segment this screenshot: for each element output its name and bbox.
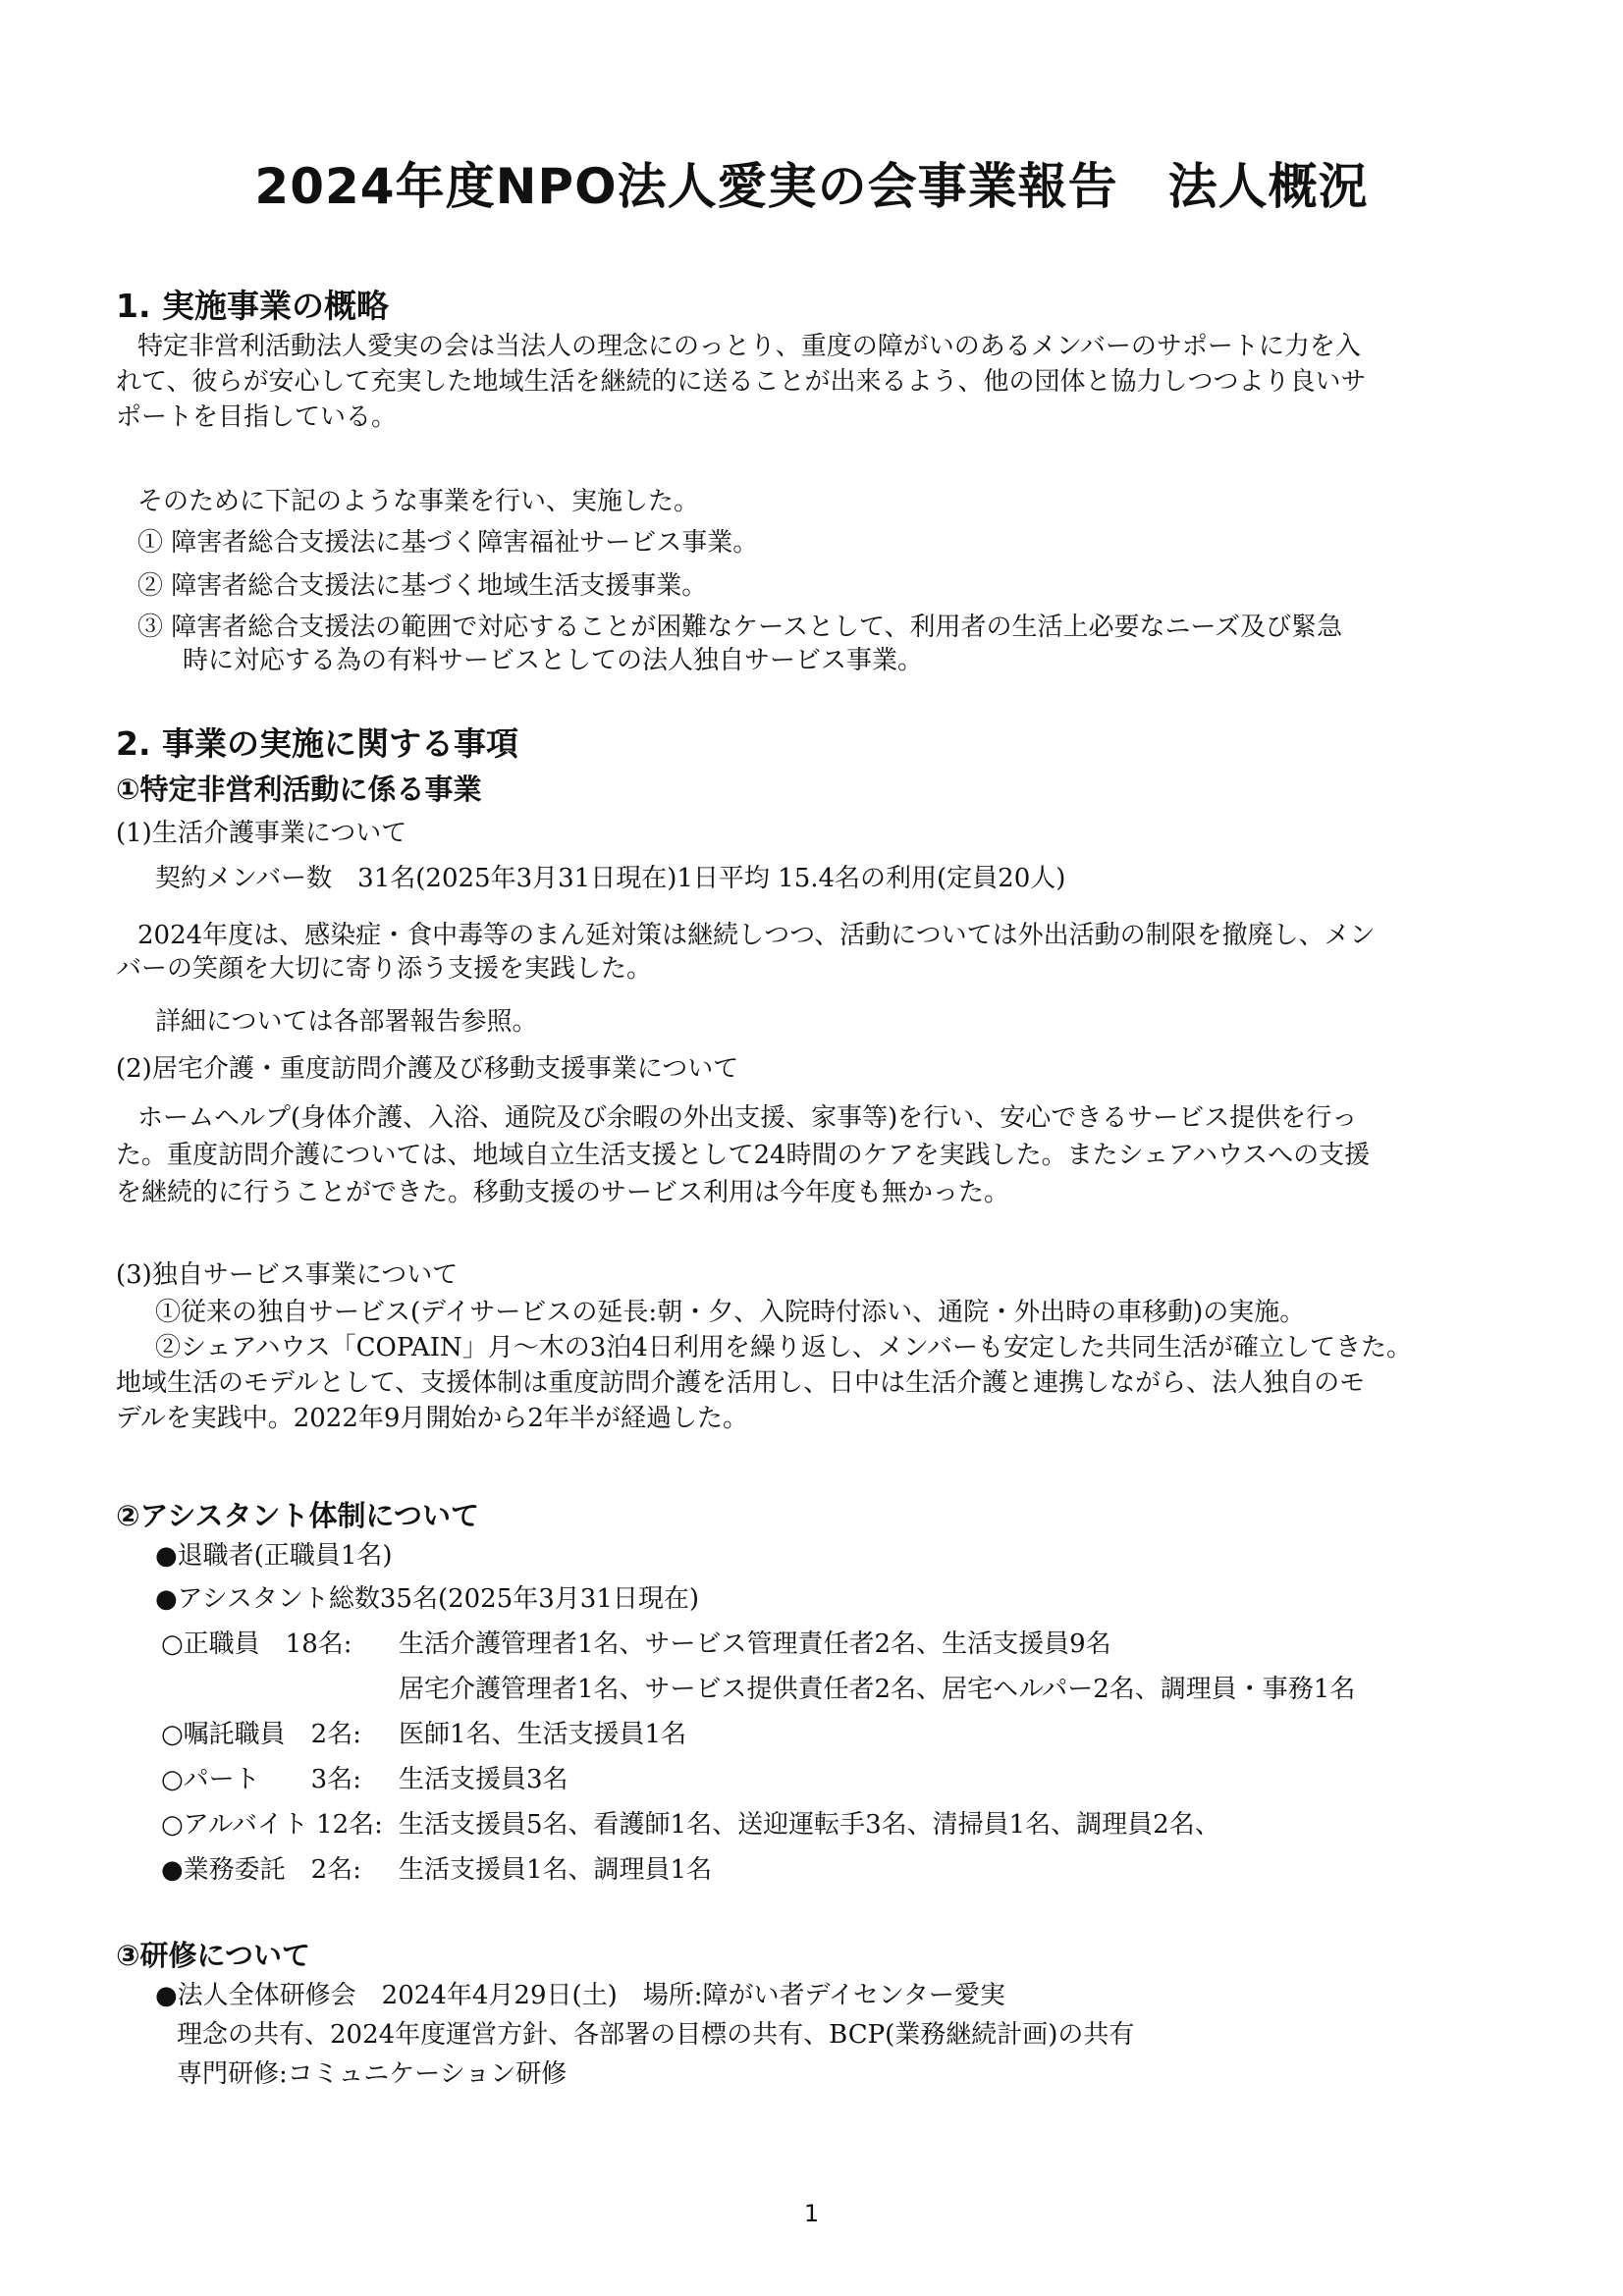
staff-row-text: 生活介護管理者1名、サービス管理責任者2名、生活支援員9名 xyxy=(399,1629,1111,1659)
subsection-heading: ②アシスタント体制について xyxy=(116,1499,479,1532)
paragraph-line: そのために下記のような事業を行い、実施した。 xyxy=(137,487,700,516)
staff-row-label: ○パート 3名: xyxy=(161,1765,361,1794)
paragraph-line: 理念の共有、2024年度運営方針、各部署の目標の共有、BCP(業務継続計画)の共有 xyxy=(177,2020,1135,2050)
subsection-heading: ③研修について xyxy=(116,1939,310,1972)
staff-row-label: ●業務委託 2名: xyxy=(161,1855,361,1885)
paragraph-line: ①従来の独自サービス(デイサービスの延長:朝・夕、入院時付添い、通院・外出時の車移動)の実施。 xyxy=(155,1298,1306,1327)
item-heading: (2)居宅介護・重度訪問介護及び移動支援事業について xyxy=(116,1054,739,1084)
list-item-continuation: 時に対応する為の有料サービスとしての法人独自サービス事業。 xyxy=(183,646,924,675)
page-number: 1 xyxy=(803,2200,820,2227)
paragraph-line: デルを実践中。2022年9月開始から2年半が経過した。 xyxy=(116,1404,748,1433)
staff-row-label: ○正職員 18名: xyxy=(161,1629,352,1659)
item-heading: (3)独自サービス事業について xyxy=(116,1260,459,1290)
list-item: ① 障害者総合支援法に基づく障害福祉サービス事業。 xyxy=(137,528,759,558)
list-item: ③ 障害者総合支援法の範囲で対応することが困難なケースとして、利用者の生活上必要なニーズ及び緊急 xyxy=(137,613,1343,642)
staff-row-text: 生活支援員1名、調理員1名 xyxy=(399,1855,713,1885)
paragraph-line: 2024年度は、感染症・食中毒等のまん延対策は継続しつつ、活動については外出活動の制限を撤廃し、メン xyxy=(137,921,1376,950)
bullet-line: ●退職者(正職員1名) xyxy=(155,1541,393,1571)
paragraph-line: 詳細については各部署報告参照。 xyxy=(155,1007,538,1037)
staff-row-label: ○アルバイト 12名: xyxy=(161,1810,383,1840)
section-1-heading: 1. 実施事業の概略 xyxy=(116,287,389,325)
paragraph-line: ポートを目指している。 xyxy=(116,402,398,432)
subsection-heading: ①特定非営利活動に係る事業 xyxy=(116,773,482,806)
paragraph-line: れて、彼らが安心して充実した地域生活を継続的に送ることが出来るよう、他の団体と協力しつつより良いサ xyxy=(116,367,1367,397)
paragraph-line: 専門研修:コミュニケーション研修 xyxy=(177,2059,568,2089)
staff-row-text: 生活支援員3名 xyxy=(399,1765,568,1794)
paragraph-line: た。重度訪問介護については、地域自立生活支援として24時間のケアを実践した。またシェアハウスへの支援 xyxy=(116,1141,1371,1170)
section-2-heading: 2. 事業の実施に関する事項 xyxy=(116,724,518,763)
item-heading: (1)生活介護事業について xyxy=(116,819,407,848)
paragraph-line: バーの笑顔を大切に寄り添う支援を実践した。 xyxy=(116,954,653,984)
page-title: 2024年度NPO法人愛実の会事業報告 法人概況 xyxy=(254,158,1369,215)
staff-row-text: 居宅介護管理者1名、サービス提供責任者2名、居宅ヘルパー2名、調理員・事務1名 xyxy=(399,1675,1356,1704)
paragraph-line: 契約メンバー数 31名(2025年3月31日現在)1日平均 15.4名の利用(定員20人) xyxy=(155,864,1066,893)
paragraph-line: 地域生活のモデルとして、支援体制は重度訪問介護を活用し、日中は生活介護と連携しながら、法人独自のモ xyxy=(116,1368,1366,1398)
bullet-line: ●法人全体研修会 2024年4月29日(土) 場所:障がい者デイセンター愛実 xyxy=(155,1981,1005,2010)
paragraph-line: 特定非営利活動法人愛実の会は当法人の理念にのっとり、重度の障がいのあるメンバーのサポートに力を入 xyxy=(137,332,1361,361)
paragraph-line: ホームヘルプ(身体介護、入浴、通院及び余暇の外出支援、家事等)を行い、安心できるサービス提供を行っ xyxy=(137,1103,1358,1133)
staff-row-label: ○嘱託職員 2名: xyxy=(161,1720,361,1749)
paragraph-line: ②シェアハウス「COPAIN」月～木の3泊4日利用を繰り返し、メンバーも安定した共同生活が確立してきた。 xyxy=(155,1333,1412,1362)
bullet-line: ●アシスタント総数35名(2025年3月31日現在) xyxy=(155,1584,700,1614)
staff-row-text: 医師1名、生活支援員1名 xyxy=(399,1720,687,1749)
staff-row-text: 生活支援員5名、看護師1名、送迎運転手3名、清掃員1名、調理員2名、 xyxy=(399,1810,1220,1840)
paragraph-line: を継続的に行うことができた。移動支援のサービス利用は今年度も無かった。 xyxy=(116,1178,1010,1207)
list-item: ② 障害者総合支援法に基づく地域生活支援事業。 xyxy=(137,571,708,601)
